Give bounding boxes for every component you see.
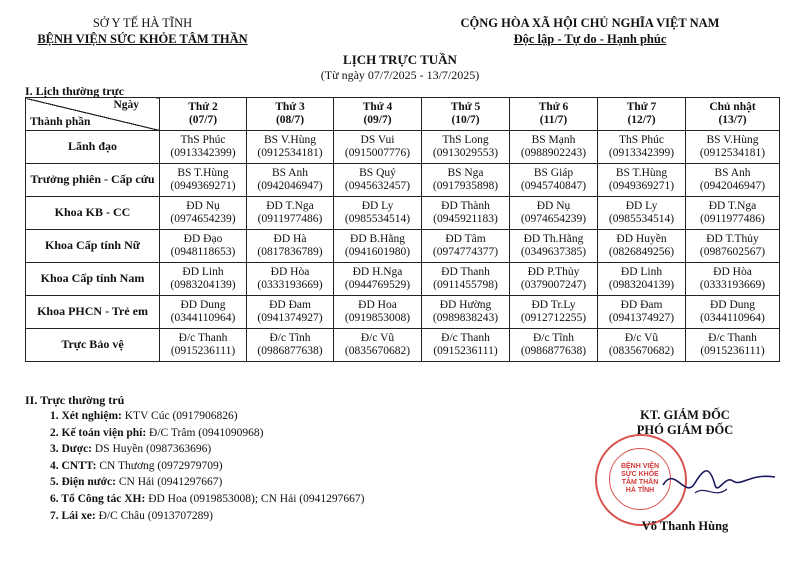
duty-cell xyxy=(686,131,780,164)
day-name: Thứ 2 xyxy=(188,100,218,113)
duty-cell xyxy=(334,131,422,164)
duty-person: ĐD Linh xyxy=(620,265,663,278)
duty-cell xyxy=(160,230,247,263)
duty-phone: (0942046947) xyxy=(699,180,766,192)
section-resident-heading: II. Trực thường trú xyxy=(25,393,125,407)
stamp-line: SỨC KHỎE xyxy=(621,471,659,478)
duty-phone: (0912534181) xyxy=(257,147,323,159)
duty-person: ĐD Tr.Ly xyxy=(531,298,576,311)
duty-person: Đ/c Thanh xyxy=(441,331,490,344)
duty-cell xyxy=(686,296,780,329)
row-label: Trực Bảo vệ xyxy=(26,329,160,362)
day-date: (12/7) xyxy=(627,114,656,126)
duty-cell xyxy=(160,164,247,197)
duty-phone: (0344110964) xyxy=(170,312,236,324)
page-title: LỊCH TRỰC TUẦN xyxy=(343,52,457,67)
duty-phone: (0913342399) xyxy=(170,147,236,159)
list-item-label: 7. Lái xe: xyxy=(50,509,96,522)
duty-cell xyxy=(686,164,780,197)
duty-phone: (0989838243) xyxy=(432,312,499,324)
duty-phone: (0911455798) xyxy=(433,279,498,291)
duty-cell xyxy=(160,131,247,164)
duty-person: ĐD Đam xyxy=(620,298,663,311)
list-item xyxy=(50,491,530,508)
duty-person: BS T.Hùng xyxy=(177,166,229,179)
duty-cell xyxy=(247,296,334,329)
table-row xyxy=(26,230,780,263)
row-label: Khoa PHCN - Trẻ em xyxy=(26,296,160,329)
duty-person: ĐD Dung xyxy=(709,298,756,311)
hospital-name-text: BỆNH VIỆN SỨC KHỎE TÂM THẦN xyxy=(37,32,248,46)
signature-title: KT. GIÁM ĐỐC xyxy=(640,408,730,422)
duty-cell xyxy=(686,329,780,362)
list-item-value: KTV Cúc (0917906826) xyxy=(121,410,238,422)
duty-person: ĐD B.Hằng xyxy=(350,232,405,245)
section-schedule-heading: I. Lịch thường trực xyxy=(25,84,125,98)
duty-person: ĐD Nụ xyxy=(186,199,220,212)
duty-cell xyxy=(510,230,598,263)
duty-person: ThS Phúc xyxy=(618,133,665,146)
duty-phone: (0944769529) xyxy=(344,279,411,291)
duty-cell xyxy=(686,230,780,263)
list-item xyxy=(50,425,530,442)
day-header xyxy=(598,98,686,131)
duty-cell xyxy=(247,164,334,197)
day-date: (13/7) xyxy=(718,114,747,126)
duty-person: DS Vui xyxy=(360,133,395,146)
stamp-line: HÀ TĨNH xyxy=(625,487,655,494)
table-row xyxy=(26,164,780,197)
list-item xyxy=(50,408,530,425)
list-item xyxy=(50,508,530,525)
list-item xyxy=(50,441,530,458)
duty-person: BS V.Hùng xyxy=(706,133,759,146)
list-item xyxy=(50,458,530,475)
list-item-label: 3. Dược: xyxy=(50,443,93,456)
list-item-value: Đ/C Trâm (0941090968) xyxy=(146,426,264,439)
row-label: Khoa Cấp tính Nam xyxy=(26,263,160,296)
duty-phone: (0941601980) xyxy=(344,246,411,258)
duty-person: ĐD H.Nga xyxy=(352,265,403,278)
duty-person: Đ/c Vũ xyxy=(360,331,395,344)
duty-cell xyxy=(510,131,598,164)
hospital-name xyxy=(20,32,265,46)
list-item-label: 4. CNTT: xyxy=(50,459,97,472)
duty-phone: (0985534514) xyxy=(608,213,675,225)
duty-phone: (0941374927) xyxy=(608,312,675,324)
duty-person: ĐD T.Thủy xyxy=(706,232,759,245)
day-name: Chủ nhật xyxy=(709,100,756,113)
duty-cell xyxy=(598,164,686,197)
duty-phone: (0912534181) xyxy=(699,147,766,159)
duty-person: ĐD Linh xyxy=(182,265,224,278)
duty-phone: (0913029553) xyxy=(432,147,499,159)
duty-phone: (0835670682) xyxy=(344,345,411,357)
duty-person: BS V.Hùng xyxy=(264,133,316,146)
duty-cell xyxy=(598,263,686,296)
duty-person: ĐD Huyền xyxy=(616,232,667,245)
list-item-label: 2. Kế toán viện phí: xyxy=(50,426,147,439)
duty-phone: (0333193669) xyxy=(257,279,323,291)
duty-cell xyxy=(334,329,422,362)
day-header xyxy=(247,98,334,131)
duty-person: ĐD Hòa xyxy=(713,265,752,278)
day-header xyxy=(334,98,422,131)
duty-person: ĐD Tâm xyxy=(445,232,486,245)
duty-cell xyxy=(510,164,598,197)
duty-person: ĐD T.Nga xyxy=(708,199,757,212)
duty-cell xyxy=(598,296,686,329)
duty-phone: (0987602567) xyxy=(699,246,766,258)
duty-phone: (0915236111) xyxy=(700,345,765,357)
day-name: Thứ 4 xyxy=(362,100,393,113)
day-header xyxy=(160,98,247,131)
table-row xyxy=(26,263,780,296)
duty-cell xyxy=(160,263,247,296)
duty-cell xyxy=(247,131,334,164)
duty-cell xyxy=(686,263,780,296)
duty-cell xyxy=(334,230,422,263)
list-item xyxy=(50,474,530,491)
signer-name: Võ Thanh Hùng xyxy=(641,519,729,533)
duty-cell xyxy=(160,296,247,329)
duty-person: ĐD Đạo xyxy=(183,232,223,245)
duty-cell xyxy=(247,329,334,362)
duty-schedule-table xyxy=(25,97,780,362)
duty-phone: (0911977486) xyxy=(257,213,323,225)
duty-cell xyxy=(160,329,247,362)
duty-person: Đ/c Thanh xyxy=(178,331,228,344)
duty-cell xyxy=(334,263,422,296)
duty-person: ĐD Đam xyxy=(269,298,311,311)
duty-cell xyxy=(247,197,334,230)
day-name: Thứ 7 xyxy=(626,100,657,113)
duty-phone: (0333193669) xyxy=(699,279,766,291)
row-label: Trưởng phiên - Cấp cứu xyxy=(26,164,160,197)
duty-person: ĐD Ly xyxy=(625,199,658,212)
row-label: Lãnh đạo xyxy=(26,131,160,164)
duty-person: ĐD Hường xyxy=(439,298,492,311)
signature-subtitle: PHÓ GIÁM ĐỐC xyxy=(636,423,734,437)
duty-phone: (0942046947) xyxy=(257,180,323,192)
duty-cell xyxy=(598,131,686,164)
day-date: (09/7) xyxy=(363,114,392,126)
duty-cell xyxy=(598,197,686,230)
table-row xyxy=(26,296,780,329)
duty-person: Đ/c Tĩnh xyxy=(533,331,574,344)
table-row xyxy=(26,197,780,230)
duty-cell xyxy=(422,164,510,197)
duty-cell xyxy=(422,296,510,329)
corner-cell xyxy=(26,98,160,131)
duty-phone: (0949369271) xyxy=(170,180,236,192)
duty-phone: (0344110964) xyxy=(700,312,765,324)
duty-phone: (0986877638) xyxy=(257,345,323,357)
duty-cell xyxy=(334,164,422,197)
duty-person: Đ/c Thanh xyxy=(708,331,757,344)
duty-phone: (0915236111) xyxy=(170,345,236,357)
duty-phone: (0915236111) xyxy=(433,345,498,357)
duty-phone: (0835670682) xyxy=(608,345,675,357)
duty-phone: (0915007776) xyxy=(344,147,411,159)
duty-phone: (0945921183) xyxy=(433,213,498,225)
duty-person: Đ/c Vũ xyxy=(624,331,659,344)
duty-person: ĐD Thanh xyxy=(441,265,490,278)
day-header xyxy=(510,98,598,131)
list-item-label: 6. Tổ Công tác XH: xyxy=(50,492,146,505)
duty-person: ThS Long xyxy=(442,133,489,146)
handwritten-signature xyxy=(655,455,785,510)
duty-phone: (0974654239) xyxy=(170,213,236,225)
list-item-label: 1. Xét nghiệm: xyxy=(50,410,122,422)
duty-phone: (0917935898) xyxy=(432,180,499,192)
duty-person: ĐD P.Thủy xyxy=(527,265,580,278)
duty-person: ĐD Nụ xyxy=(536,199,571,212)
duty-phone: (0986877638) xyxy=(520,345,587,357)
duty-cell xyxy=(160,197,247,230)
duty-cell xyxy=(247,263,334,296)
duty-phone: (0983204139) xyxy=(608,279,675,291)
duty-cell xyxy=(686,197,780,230)
row-label: Khoa KB - CC xyxy=(26,197,160,230)
duty-person: BS Anh xyxy=(271,166,309,179)
duty-cell xyxy=(247,230,334,263)
agency-name: SỞ Y TẾ HÀ TĨNH xyxy=(92,16,193,30)
duty-phone: (0988902243) xyxy=(520,147,587,159)
duty-cell xyxy=(422,263,510,296)
list-item-value: ĐD Hoa (0919853008); CN Hải (0941297667) xyxy=(145,492,365,505)
duty-phone: (0974654239) xyxy=(520,213,587,225)
stamp-line: BỆNH VIỆN xyxy=(620,463,660,470)
duty-person: ĐD Hòa xyxy=(270,265,310,278)
duty-person: BS Mạnh xyxy=(531,133,576,146)
duty-cell xyxy=(334,197,422,230)
national-motto xyxy=(405,32,775,46)
day-date: (10/7) xyxy=(451,114,480,126)
table-header-row xyxy=(26,98,780,131)
duty-person: Đ/c Tĩnh xyxy=(269,331,311,344)
list-item-label: 5. Điện nước: xyxy=(50,476,116,489)
duty-person: BS T.Hùng xyxy=(615,166,668,179)
list-item-value: CN Hải (0941297667) xyxy=(115,476,223,489)
duty-person: ĐD Hoa xyxy=(358,298,397,311)
duty-phone: (0826849256) xyxy=(608,246,675,258)
duty-cell xyxy=(510,263,598,296)
corner-top-label: Ngày xyxy=(113,99,139,111)
duty-phone: (0913342399) xyxy=(608,147,675,159)
duty-person: ĐD T.Nga xyxy=(266,199,314,212)
duty-cell xyxy=(334,296,422,329)
duty-person: ĐD Dung xyxy=(180,298,226,311)
duty-phone: (0948118653) xyxy=(170,246,236,258)
day-date: (07/7) xyxy=(188,114,218,126)
table-row xyxy=(26,131,780,164)
row-label: Khoa Cấp tính Nữ xyxy=(26,230,160,263)
national-title: CỘNG HÒA XÃ HỘI CHỦ NGHĨA VIỆT NAM xyxy=(460,16,720,30)
duty-person: BS Anh xyxy=(714,166,751,179)
resident-list xyxy=(50,408,530,524)
duty-person: ĐD Thành xyxy=(441,199,490,212)
duty-person: BS Quý xyxy=(359,166,396,179)
duty-cell xyxy=(598,329,686,362)
duty-person: BS Nga xyxy=(447,166,484,179)
duty-cell xyxy=(510,296,598,329)
duty-phone: (0985534514) xyxy=(344,213,411,225)
duty-cell xyxy=(422,131,510,164)
day-date: (08/7) xyxy=(275,114,305,126)
list-item-value: CN Thương (0972979709) xyxy=(96,459,223,472)
duty-phone: (0949369271) xyxy=(608,180,675,192)
duty-phone: (0983204139) xyxy=(170,279,236,291)
duty-phone: (0945740847) xyxy=(520,180,587,192)
duty-phone: (0349637385) xyxy=(520,246,587,258)
day-header xyxy=(686,98,780,131)
day-name: Thứ 6 xyxy=(538,100,569,113)
duty-phone: (0912712255) xyxy=(520,312,587,324)
corner-bottom-label: Thành phần xyxy=(30,115,91,128)
duty-cell xyxy=(510,329,598,362)
day-date: (11/7) xyxy=(539,114,568,126)
duty-phone: (0945632457) xyxy=(344,180,411,192)
list-item-value: Đ/C Châu (0913707289) xyxy=(95,509,213,522)
list-item-value: DS Huyền (0987363696) xyxy=(92,443,212,456)
day-name: Thứ 3 xyxy=(275,100,305,113)
duty-cell xyxy=(422,230,510,263)
duty-phone: (0919853008) xyxy=(344,312,411,324)
duty-cell xyxy=(422,197,510,230)
duty-person: ĐD Th.Hằng xyxy=(523,232,584,245)
table-row xyxy=(26,329,780,362)
duty-phone: (0379007247) xyxy=(520,279,587,291)
national-motto-text: Độc lập - Tự do - Hạnh phúc xyxy=(513,32,667,46)
duty-person: ĐD Ly xyxy=(361,199,394,212)
day-header xyxy=(422,98,510,131)
duty-phone: (0974774377) xyxy=(432,246,499,258)
duty-cell xyxy=(422,329,510,362)
day-name: Thứ 5 xyxy=(450,100,481,113)
duty-cell xyxy=(598,230,686,263)
stamp-line: TÂM THẦN xyxy=(621,479,659,486)
duty-phone: (0941374927) xyxy=(257,312,323,324)
duty-person: BS Giáp xyxy=(533,166,574,179)
duty-phone: (0911977486) xyxy=(700,213,765,225)
duty-person: ĐD Hà xyxy=(273,232,307,245)
duty-cell xyxy=(510,197,598,230)
duty-person: ThS Phúc xyxy=(180,133,226,146)
duty-phone: (0817836789) xyxy=(257,246,323,258)
page-subtitle: (Từ ngày 07/7/2025 - 13/7/2025) xyxy=(320,68,480,82)
